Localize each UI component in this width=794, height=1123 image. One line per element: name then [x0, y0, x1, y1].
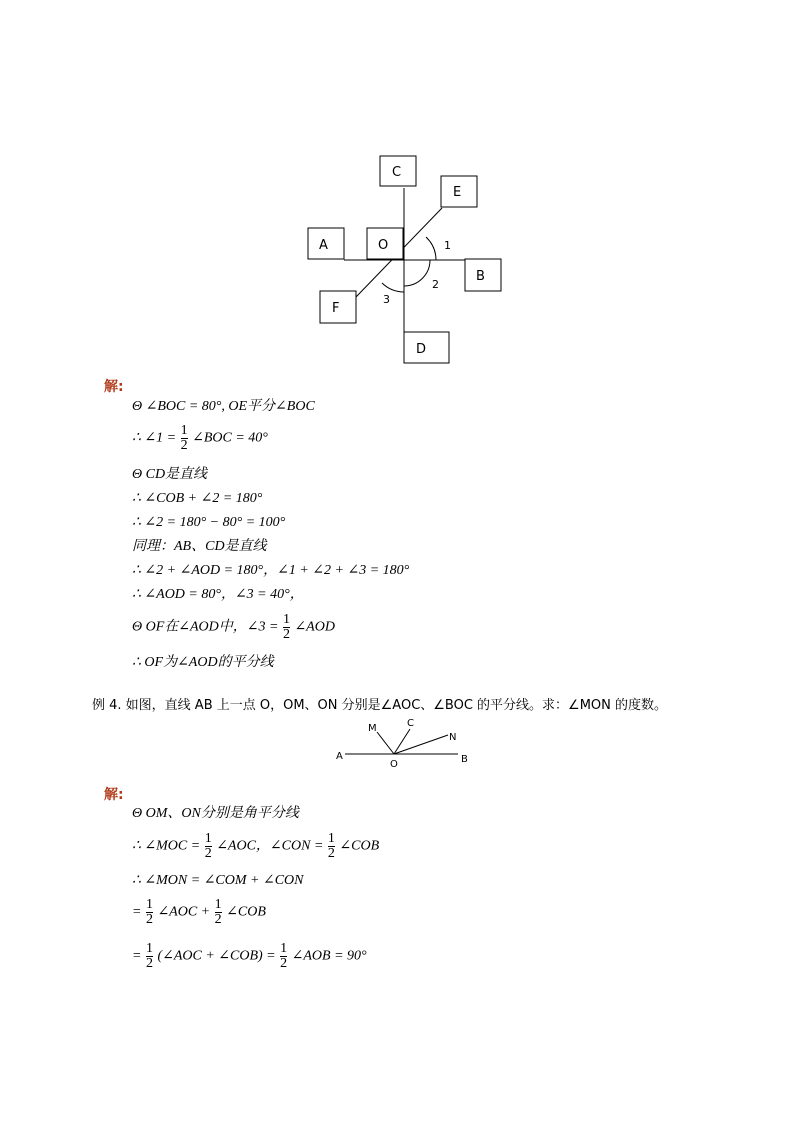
numerator: 1: [204, 831, 212, 846]
solution-2-line-4: [132, 898, 266, 927]
solution-2-line-5-post: ∠AOB = 90°: [291, 948, 367, 964]
denominator: 2: [282, 627, 290, 642]
solution-1-line-2-post: ∠BOC = 40°: [192, 430, 268, 446]
solution-2-line-2-post: ∠COB: [339, 838, 380, 854]
fraction: [328, 832, 335, 861]
numerator: 1: [282, 612, 290, 627]
box-d: [404, 332, 449, 363]
label-f: F: [332, 301, 340, 316]
solution-2-line-5-mid: (∠AOC + ∠COB) =: [157, 948, 276, 964]
figure-1: [300, 150, 510, 370]
ray-oc: [394, 729, 410, 754]
denominator: 2: [327, 846, 335, 861]
solution-1-line-6: 同理：AB、CD是直线: [132, 539, 267, 554]
solution-1-line-5: ∴ ∠2 = 180° − 80° = 100°: [132, 515, 286, 530]
label-o-2: O: [390, 759, 398, 770]
solution-1-line-9-post: ∠AOD: [294, 619, 335, 635]
solution-1-line-9: [132, 613, 335, 642]
solution-1-line-1: Θ ∠BOC = 80°, OE平分∠BOC: [132, 399, 315, 414]
label-e: E: [453, 185, 462, 200]
solution-2-line-2-mid: ∠AOC，∠CON =: [216, 838, 324, 854]
solution-1-line-3: Θ CD是直线: [132, 467, 208, 482]
solution-2-line-2-pre: ∴ ∠MOC =: [132, 838, 201, 854]
solution-1-line-8: ∴ ∠AOD = 80°，∠3 = 40°，: [132, 587, 304, 602]
angle-1-arc: [426, 237, 436, 260]
angle-1-label: 1: [444, 239, 451, 252]
label-c-2: C: [407, 718, 414, 729]
solution-2-line-1: Θ OM、ON分别是角平分线: [132, 806, 299, 821]
label-d: D: [416, 342, 427, 357]
solution-1-line-2-pre: ∴ ∠1 =: [132, 430, 177, 446]
numerator: 1: [214, 897, 222, 912]
fraction: [283, 613, 290, 642]
denominator: 2: [145, 912, 153, 927]
angle-2-arc: [404, 260, 430, 286]
solution-2-line-5-pre: =: [132, 948, 142, 964]
solution-2-line-4-pre: =: [132, 904, 142, 920]
solution-1-line-7: ∴ ∠2 + ∠AOD = 180°，∠1 + ∠2 + ∠3 = 180°: [132, 563, 410, 578]
angle-3-arc: [382, 283, 404, 292]
fraction: [205, 832, 212, 861]
solution-1-heading: 解:: [104, 379, 124, 395]
label-o: O: [378, 238, 389, 253]
fraction: [181, 424, 188, 453]
solution-1-line-4: ∴ ∠COB + ∠2 = 180°: [132, 491, 263, 506]
solution-2-line-4-mid: ∠AOC +: [157, 904, 211, 920]
label-b-2: B: [461, 754, 468, 765]
ray-on: [394, 735, 448, 754]
label-n-2: N: [449, 732, 457, 743]
solution-2-line-4-post: ∠COB: [226, 904, 266, 920]
numerator: 1: [327, 831, 335, 846]
numerator: 1: [145, 941, 153, 956]
label-a: A: [319, 238, 328, 253]
fraction: [146, 898, 153, 927]
numerator: 1: [145, 897, 153, 912]
example-4-problem: 例 4. 如图，直线 AB 上一点 O，OM、ON 分别是∠AOC、∠BOC 的平分线。求：∠MON 的度数。: [92, 698, 668, 713]
label-a-2: A: [336, 751, 343, 762]
fraction: [146, 942, 153, 971]
solution-1-line-2: [132, 424, 268, 453]
label-m-2: M: [368, 723, 377, 734]
solution-2-line-5: [132, 942, 367, 971]
numerator: 1: [180, 423, 188, 438]
solution-2-line-3: ∴ ∠MON = ∠COM + ∠CON: [132, 873, 304, 888]
angle-2-label: 2: [432, 278, 439, 291]
numerator: 1: [280, 941, 288, 956]
fraction: [215, 898, 222, 927]
figure-2: [330, 712, 480, 772]
solution-2-line-2: [132, 832, 379, 861]
denominator: 2: [180, 438, 188, 453]
denominator: 2: [214, 912, 222, 927]
denominator: 2: [280, 956, 288, 971]
denominator: 2: [204, 846, 212, 861]
angle-3-label: 3: [383, 293, 390, 306]
label-b: B: [476, 269, 485, 284]
solution-1-line-10: ∴ OF为∠AOD的平分线: [132, 655, 274, 670]
denominator: 2: [145, 956, 153, 971]
solution-1-line-9-pre: Θ OF在∠AOD中，∠3 =: [132, 619, 279, 635]
label-c: C: [392, 165, 402, 180]
ray-om: [377, 732, 394, 754]
fraction: [280, 942, 287, 971]
solution-2-heading: 解:: [104, 787, 124, 803]
